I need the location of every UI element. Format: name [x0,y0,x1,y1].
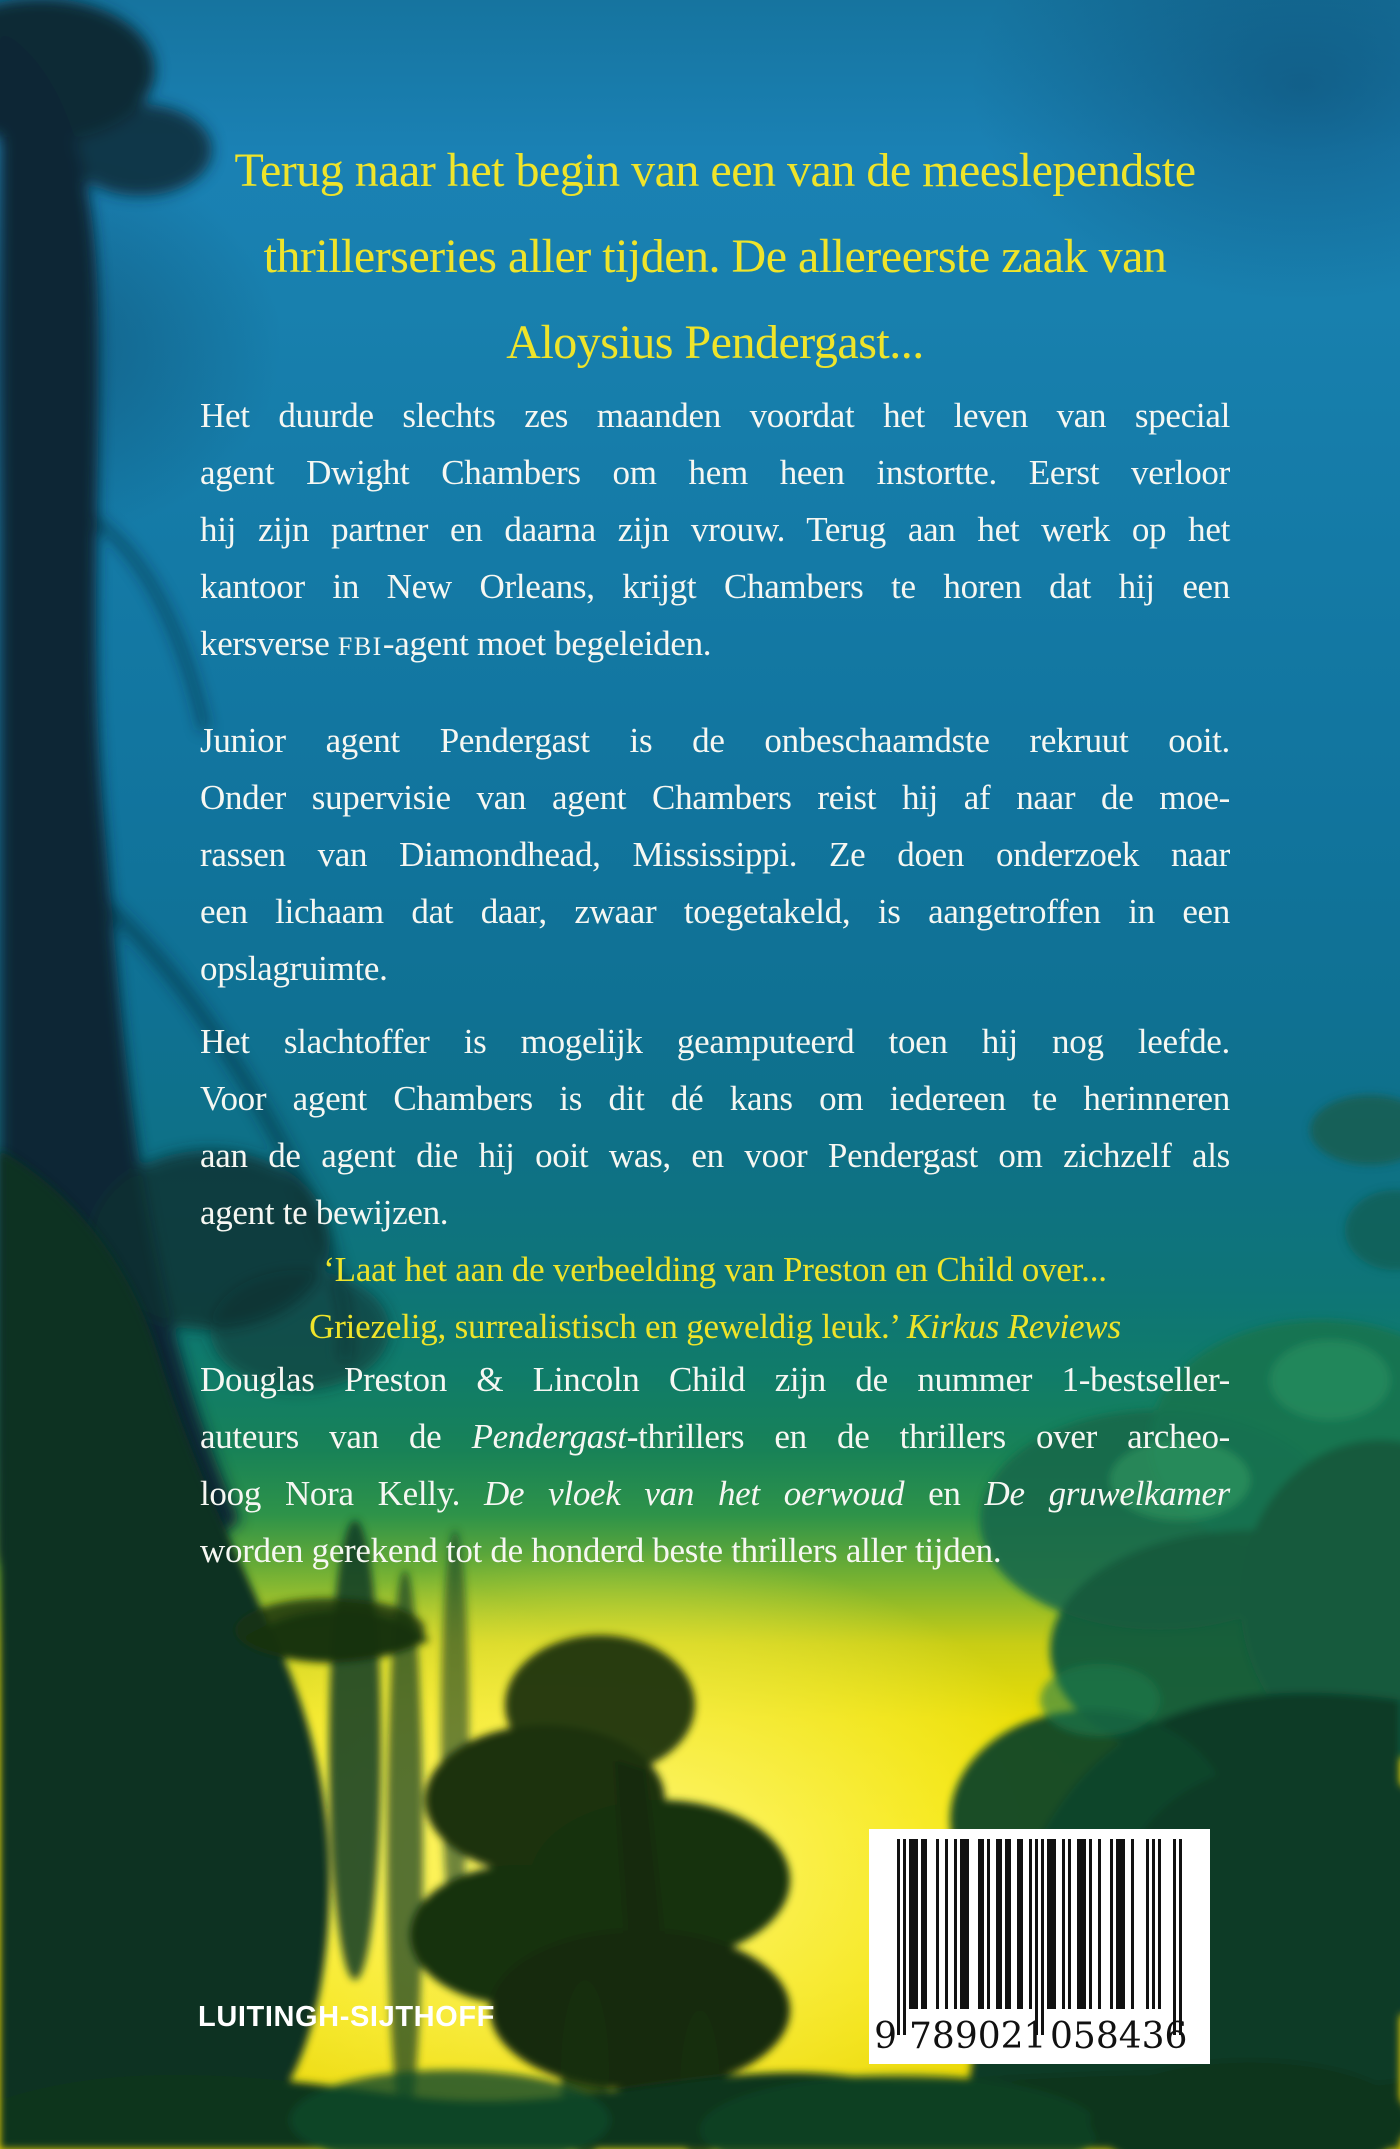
barcode-digit: 8 [1095,2016,1119,2057]
text-line: Douglas Preston & Lincoln Child zijn de nummer 1-bestseller- [200,1360,1230,1399]
barcode-digit: 0 [977,2016,1001,2057]
authors-note [200,1351,1230,1579]
barcode-bars [897,1839,1182,2035]
review-quote [200,1241,1230,1355]
barcode-digit-lead: 9 [874,2016,897,2057]
text-line: Het duurde slechts zes maanden voordat het leven van special [200,396,1230,435]
barcode-digit: 6 [1164,2016,1188,2057]
text-line: een lichaam dat daar, zwaar toegetakeld, is aangetroffen in een [200,892,1230,931]
text-line: Junior agent Pendergast is de onbeschaamdste rekruut ooit. [200,721,1230,760]
barcode-digit: 1 [1023,2016,1047,2057]
text-line: rassen van Diamondhead, Mississippi. Ze doen onderzoek naar [200,835,1230,874]
text-line: Het slachtoffer is mogelijk geamputeerd toen hij nog leefde. [200,1022,1230,1061]
headline [200,128,1230,386]
barcode-digit: 4 [1118,2016,1142,2057]
text-line: auteurs van de Pendergast-thrillers en de thrillers over archeo- [200,1417,1230,1456]
text-line: Terug naar het begin van een van de meeslependste [234,144,1196,197]
text-line: hij zijn partner en daarna zijn vrouw. Terug aan het werk op het [200,510,1230,549]
barcode [869,1829,1210,2064]
text-line: worden gerekend tot de honderd beste thrillers aller tijden. [200,1531,1002,1570]
text-line: loog Nora Kelly. De vloek van het oerwoud en De gruwelkamer [200,1474,1230,1513]
text-line: Onder supervisie van agent Chambers reist hij af naar de moe- [200,778,1230,817]
barcode-digits-group1 [909,2016,1047,2057]
text-line: agent Dwight Chambers om hem heen instortte. Eerst verloor [200,453,1230,492]
text-line: Aloysius Pendergast... [506,316,924,369]
publisher-logo: LUITINGH-SIJTHOFF [198,2001,495,2033]
text-line: thrillerseries aller tijden. De allereerste zaak van [263,230,1167,283]
barcode-digit: 2 [1000,2016,1024,2057]
barcode-digit: 3 [1141,2016,1165,2057]
synopsis-paragraph-3 [200,1013,1230,1241]
barcode-digits-group2 [1050,2016,1188,2057]
text-line: Voor agent Chambers is dit dé kans om iedereen te herinneren [200,1079,1230,1118]
synopsis-paragraph-2 [200,712,1230,997]
text-line: ‘Laat het aan de verbeelding van Preston en Child over... [323,1250,1107,1289]
barcode-digit: 9 [954,2016,978,2057]
barcode-digit: 7 [909,2016,932,2057]
synopsis-paragraph-1 [200,387,1230,675]
barcode-digit: 0 [1050,2016,1073,2057]
text-line: kersverse FBI-agent moet begeleiden. [200,624,712,663]
text-line: agent te bewijzen. [200,1193,449,1232]
text-line: Griezelig, surrealistisch en geweldig leuk.’ Kirkus Reviews [309,1307,1121,1346]
barcode-digit: 8 [931,2016,955,2057]
text-line: aan de agent die hij ooit was, en voor Pendergast om zichzelf als [200,1136,1230,1175]
barcode-digit: 5 [1072,2016,1096,2057]
text-line: opslagruimte. [200,949,388,988]
text-line: kantoor in New Orleans, krijgt Chambers te horen dat hij een [200,567,1230,606]
